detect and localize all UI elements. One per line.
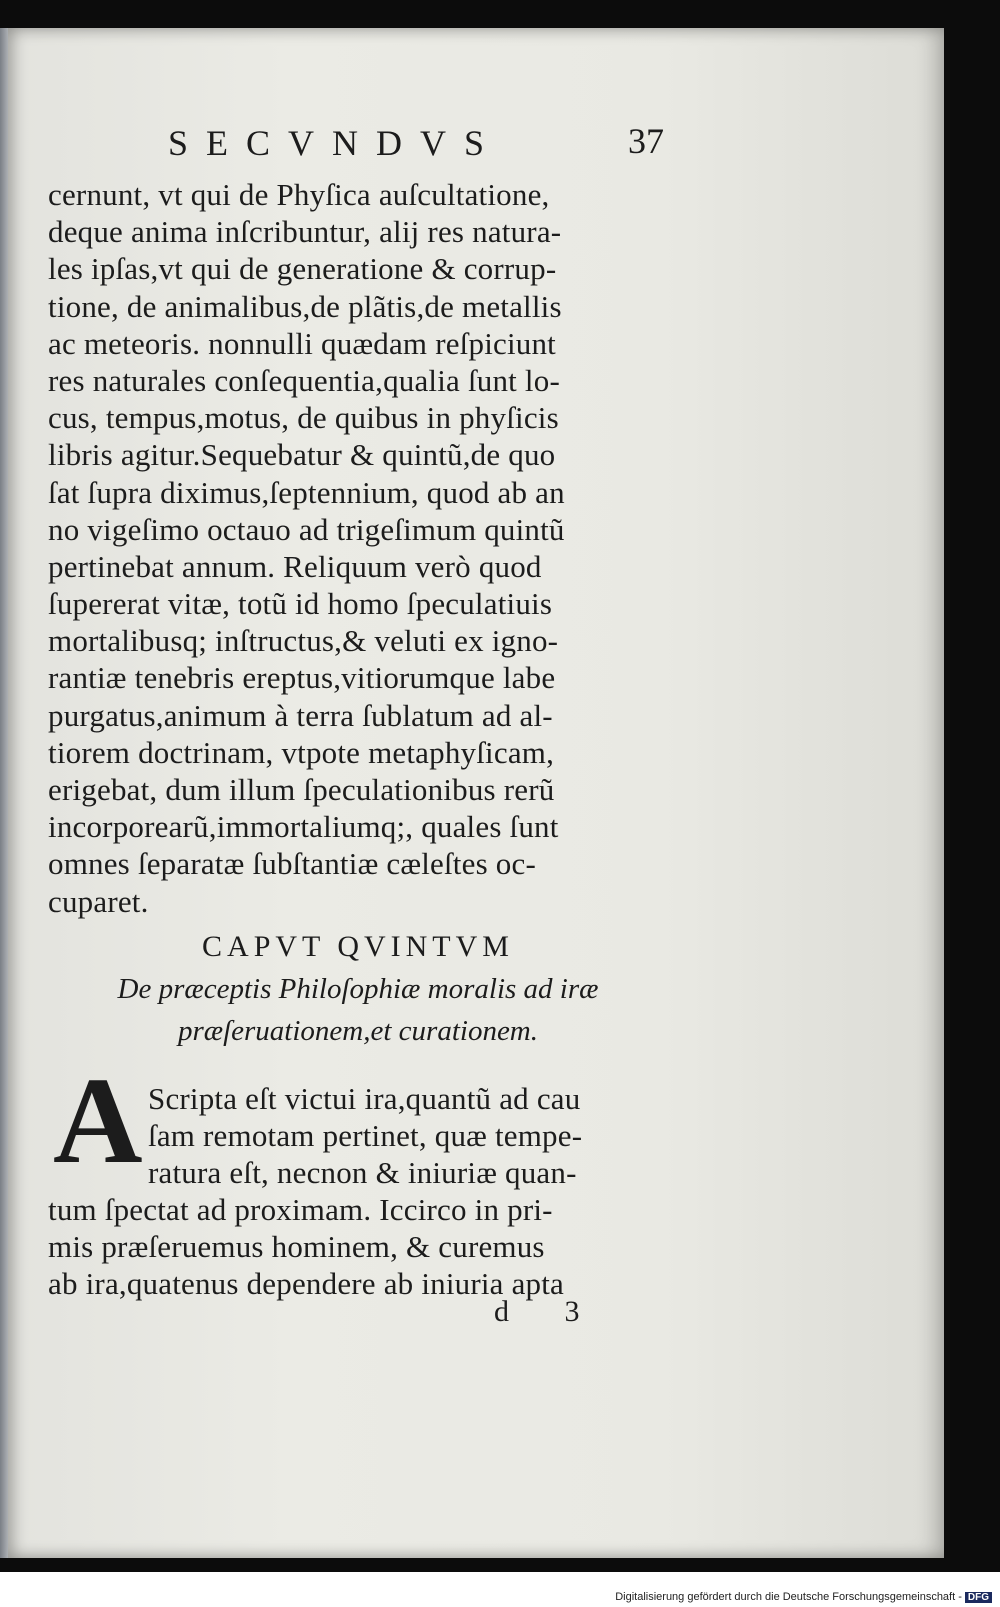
text-line: tione, de animalibus,de plãtis,de metallis [48,288,562,324]
text-line: purgatus,animum à terra ſublatum ad al- [48,697,553,733]
text-line: tiorem doctrinam, vtpote metaphyſicam, [48,734,555,770]
chapter-subtitle [48,968,668,1052]
page-header [48,108,668,168]
running-head: SECVNDVS [168,123,503,163]
text-line: no vigeſimo octauo ad trigeſimum quintũ [48,511,565,547]
text-line: ſupererat vitæ, totũ id homo ſpeculatiuis [48,586,553,622]
text-line: omnes ſeparatæ ſubſtantiæ cæleſtes oc- [48,846,536,882]
text-line: les ipſas,vt qui de generatione & corrup- [48,251,557,287]
book-page [8,28,944,1558]
text-line: mis præſeruemus hominem, & curemus [48,1229,545,1265]
text-line: res naturales conſequentia,qualia ſunt lo- [48,362,560,398]
text-line: deque anima inſcribuntur, alij res natura- [48,214,562,250]
text-line: cus, tempus,motus, de quibus in phyſicis [48,400,559,436]
paragraph-continued [48,1191,668,1303]
text-line: libris agitur.Sequebatur & quintũ,de quo [48,437,556,473]
page-text [8,28,944,1558]
text-line: tum ſpectat ad proximam. Iccirco in pri- [48,1192,553,1227]
chapter-subtitle-line: De præceptis Philoſophiæ moralis ad iræ [117,973,599,1005]
text-line: Scripta eſt victui ira,quantũ ad cau [148,1081,581,1116]
text-line: ſat ſupra diximus,ſeptennium, quod ab an [48,474,565,510]
credit-text: Digitalisierung gefördert durch die Deutsche Forschungsgemeinschaft - [615,1591,962,1603]
text-line: erigebat, dum illum ſpeculationibus rerũ [48,772,555,807]
body-text [48,176,668,920]
text-line: mortalibusq; inſtructus,& veluti ex igno- [48,623,559,659]
signature-mark: d 3 [494,1295,604,1328]
text-line: cernunt, vt qui de Phyſica auſcultatione, [48,177,550,212]
text-line: ratura eſt, necnon & iniuriæ quan- [148,1155,577,1191]
text-line: incorporearũ,immortaliumq;, quales ſunt [48,809,559,845]
text-line: cuparet. [48,883,149,919]
digitization-credit [615,1591,992,1603]
page-number: 37 [628,121,664,161]
text-line: ac meteoris. nonnulli quædam reſpiciunt [48,325,556,361]
text-line: rantiæ tenebris ereptus,vitiorumque labe [48,660,556,696]
dfg-logo: DFG [965,1592,992,1603]
chapter-subtitle-line: præſeruationem,et curationem. [177,1015,539,1047]
text-line: ab ira,quatenus dependere ab iniuria apta [48,1266,565,1302]
paragraph-indented [148,1080,668,1192]
drop-cap-initial: A [53,1052,143,1189]
text-line: pertinebat annum. Reliquum verò quod [48,548,542,584]
text-line: ſam remotam pertinet, quæ tempe- [148,1118,583,1154]
chapter-title: CAPVT QVINTVM [202,930,514,963]
